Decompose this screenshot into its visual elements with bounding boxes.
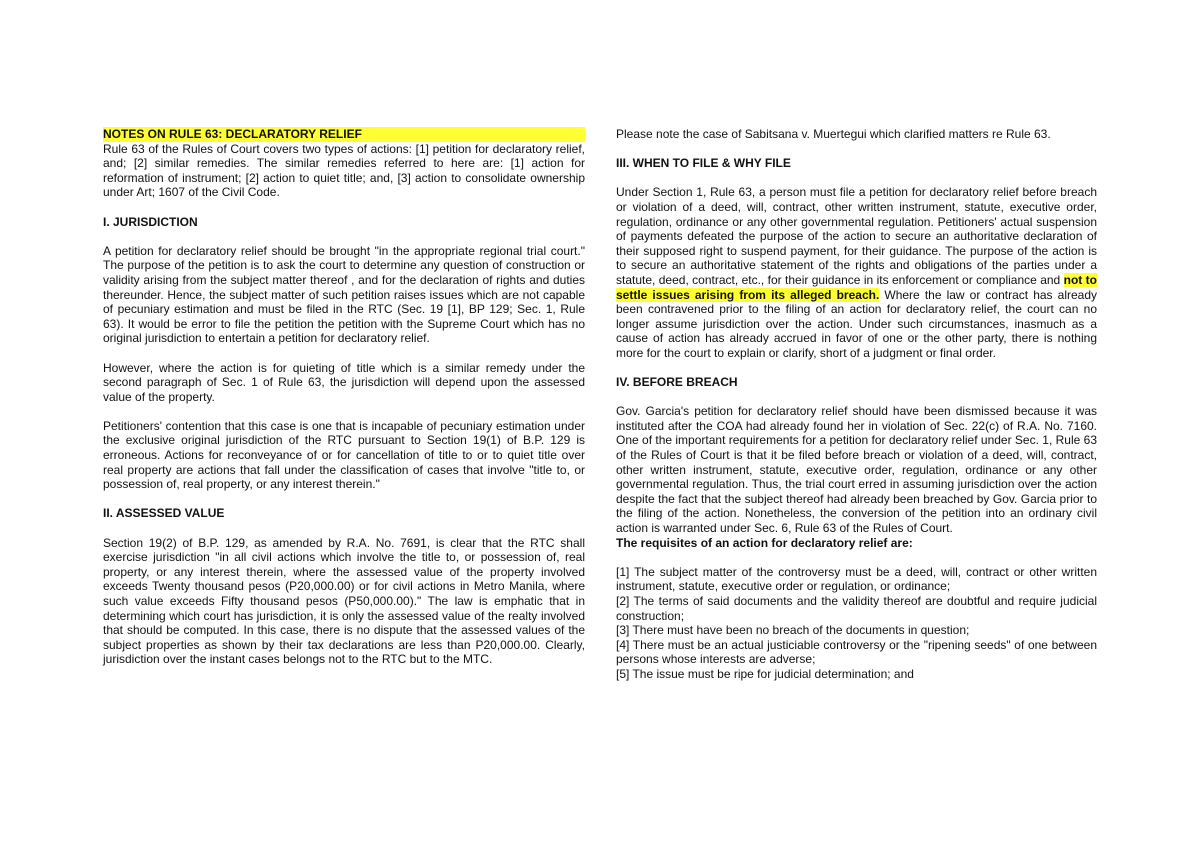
paragraph-before-breach: Gov. Garcia's petition for declaratory relief should have been dismissed because it was instituted after the COA had already found her in violation of Sec. 22(c) of R.A. No. 7160. One of the important requirements for a petition for declaratory relief under Sec. 1, Rule 63 of the Rules of Court is that it be filed before breach or violation of a deed, will, contract, other written instrument, statute, executive order, regulation, ordinance or any other governmental regulation. Thus, the trial court erred in assuming jurisdiction over the action despite the fact that the subject thereof had already been breached by Gov. Garcia prior to the filing of the action. Nonetheless, the conversion of the petition into an ordinary civil action is warranted under Sec. 6, Rule 63 of the Rules of Court. (616, 404, 1097, 536)
document-title: NOTES ON RULE 63: DECLARATORY RELIEF (103, 127, 585, 142)
paragraph-jurisdiction: A petition for declaratory relief should be brought "in the appropriate regional trial court." The purpose of the petition is to ask the court to determine any question of construction or validity arising from the subject matter thereof , and for the declaration of rights and duties thereunder. Hence, the subject matter of such petition raises issues which are not capable of pecuniary estimation and must be filed in the RTC (Sec. 19 [1], BP 129; Sec. 1, Rule 63). It would be error to file the petition the petition with the Supreme Court which has no original jurisdiction to entertain a petition for declaratory relief. (103, 243, 585, 346)
section-heading-jurisdiction: I. JURISDICTION (103, 214, 198, 229)
requisite-item: [5] The issue must be ripe for judicial determination; and (616, 666, 914, 681)
left-column (103, 127, 585, 682)
requisite-item: [1] The subject matter of the controversy must be a deed, will, contract or other written instrument, statute, executive order or regulation, or ordinance; (616, 564, 1097, 594)
right-column (616, 127, 1097, 682)
section-heading-before-breach: IV. BEFORE BREACH (616, 375, 738, 390)
requisite-item: [4] There must be an actual justiciable controversy or the "ripening seeds" of one between persons whose interests are adverse; (616, 637, 1097, 667)
requisite-item: [2] The terms of said documents and the validity thereof are doubtful and require judicial construction; (616, 594, 1097, 623)
section-heading-assessed-value: II. ASSESSED VALUE (103, 506, 225, 521)
section-heading-when-to-file: III. WHEN TO FILE & WHY FILE (616, 156, 791, 171)
when-to-file-text-before: Under Section 1, Rule 63, a person must file a petition for declaratory relief before breach or violation of a deed, will, contract, other written instrument, statute, executive order, regulation, ordinance or any other governmental regulation. Petitioners' actual suspension of payments defeated the purpose of the action to secure an authoritative declaration of their supposed right to suspend payment, for their guidance. The purpose of the action is to secure an authoritative statement of the rights and obligations of the parties under a statute, deed, contract, etc., for their guidance in its enforcement or compliance and (616, 185, 1097, 287)
requisites-heading: The requisites of an action for declaratory relief are: (616, 535, 913, 550)
paragraph-assessed-value: Section 19(2) of B.P. 129, as amended by R.A. No. 7691, is clear that the RTC shall exercise jurisdiction "in all civil actions which involve the title to, or possession of, real property, or any interest therein, where the assessed value of the property involved exceeds Twenty thousand pesos (P20,000.00) or for civil actions in Metro Manila, where such value exceeds Fifty thousand pesos (P50,000.00)." The law is emphatic that in determining which court has jurisdiction, it is only the assessed value of the realty involved that should be computed. In this case, there is no dispute that the assessed values of the subject properties as shown by their tax declarations are less than P20,000.00. Clearly, jurisdiction over the instant cases belongs not to the RTC but to the MTC. (103, 535, 585, 667)
intro-paragraph: Rule 63 of the Rules of Court covers two types of actions: [1] petition for declaratory relief, and; [2] similar remedies. The similar remedies referred to here are: [1] action for reformation of instrument; [2] action to quiet title; and, [3] action to consolidate ownership under Art; 1607 of the Civil Code. (103, 141, 585, 200)
highlighted-phrase: not to settle issues arising from its alleged breach. (616, 272, 1097, 302)
paragraph-when-to-file (616, 185, 1097, 360)
paragraph-petitioners-contention: Petitioners' contention that this case is one that is incapable of pecuniary estimation under the exclusive original jurisdiction of the RTC pursuant to Section 19(1) of B.P. 129 is erroneous. Actions for reconveyance of or for cancellation of title to or to quiet title over real property are actions that fall under the classification of cases that involve "title to, or possession of, real property, or any interest therein." (103, 418, 585, 492)
when-to-file-text-after: Where the law or contract has already been contravened prior to the filing of an action for declaratory relief, the court can no longer assume jurisdiction over the action. Under such circumstances, inasmuch as a cause of action has already accrued in favor of one or the other party, there is nothing more for the court to explain or clarify, short of a judgment or final order. (616, 287, 1098, 360)
paragraph-case-note: Please note the case of Sabitsana v. Muertegui which clarified matters re Rule 63. (616, 127, 1051, 141)
requisite-item: [3] There must have been no breach of the documents in question; (616, 623, 970, 638)
paragraph-quieting-title: However, where the action is for quieting of title which is a similar remedy under the second paragraph of Sec. 1 of Rule 63, the jurisdiction will depend upon the assessed value of the property. (103, 360, 585, 404)
